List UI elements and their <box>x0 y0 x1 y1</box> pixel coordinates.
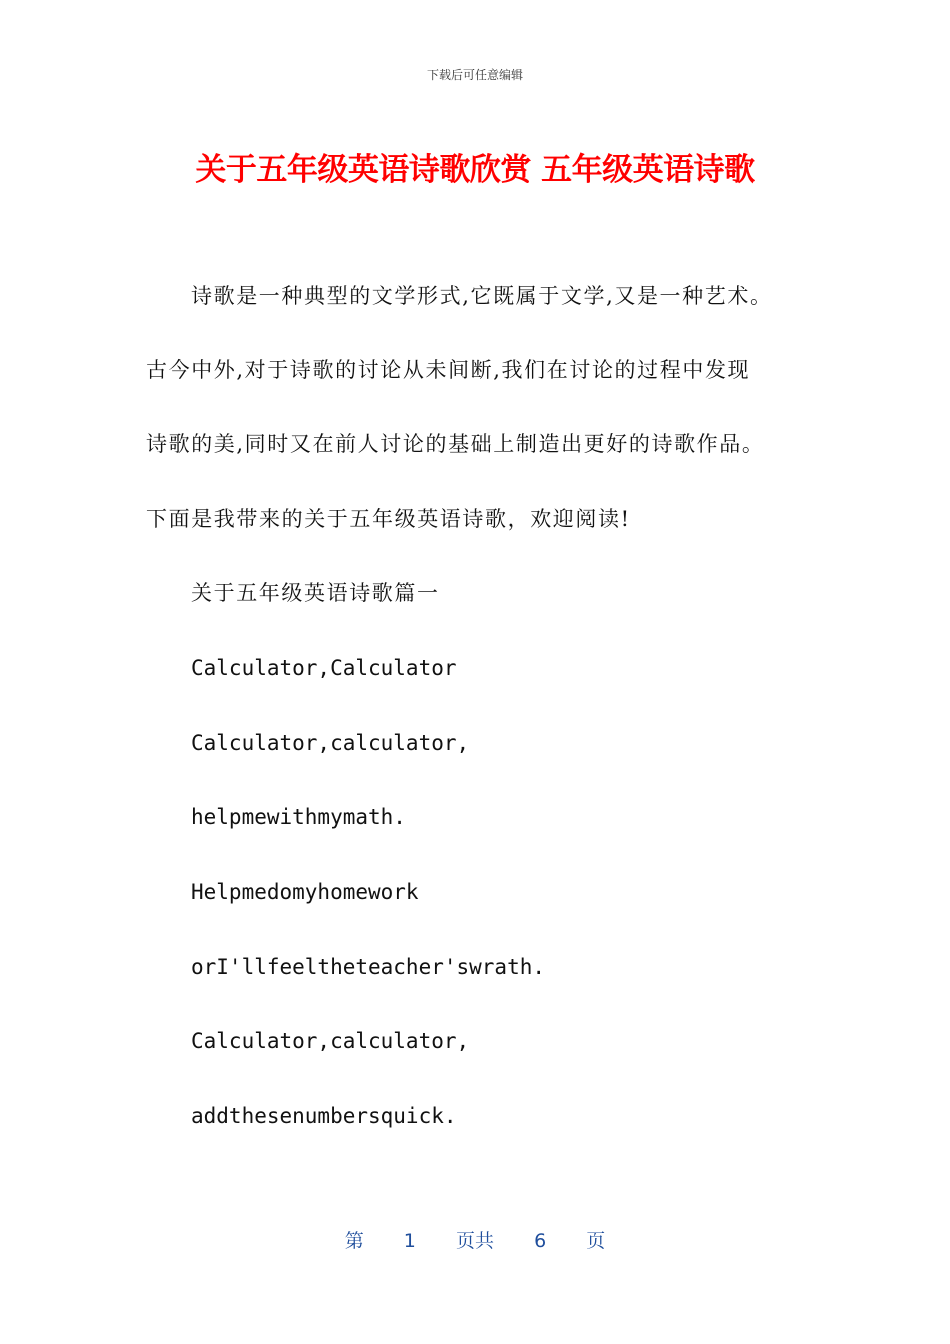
paragraph-line-4: 下面是我带来的关于五年级英语诗歌，欢迎阅读! <box>146 507 631 531</box>
footer-prefix: 第 <box>344 1230 364 1252</box>
poem-line-6: Calculator,calculator, <box>191 1029 470 1053</box>
poem-line-3: helpmewithmymath. <box>191 805 406 829</box>
poem-line-1: Calculator,Calculator <box>191 656 457 680</box>
footer-middle: 页共 <box>455 1230 494 1252</box>
paragraph-line-1: 诗歌是一种典型的文学形式,它既属于文学,又是一种艺术。 <box>191 284 773 308</box>
poem-line-7: addthesenumbersquick. <box>191 1104 457 1128</box>
footer-suffix: 页 <box>586 1230 606 1252</box>
document-title: 关于五年级英语诗歌欣赏 五年级英语诗歌 <box>195 152 755 188</box>
poem-line-5: orI'llfeeltheteacher'swrath. <box>191 955 546 979</box>
section-heading: 关于五年级英语诗歌篇一 <box>191 581 440 605</box>
footer-total-pages: 6 <box>534 1230 547 1252</box>
poem-line-4: Helpmedomyhomework <box>191 880 419 904</box>
paragraph-line-3: 诗歌的美,同时又在前人讨论的基础上制造出更好的诗歌作品。 <box>146 432 765 456</box>
page-footer <box>0 1226 950 1253</box>
header-note: 下载后可任意编辑 <box>426 68 523 82</box>
paragraph-line-2: 古今中外,对于诗歌的讨论从未间断,我们在讨论的过程中发现 <box>146 358 751 382</box>
footer-page-number: 1 <box>403 1230 416 1252</box>
poem-line-2: Calculator,calculator, <box>191 731 470 755</box>
